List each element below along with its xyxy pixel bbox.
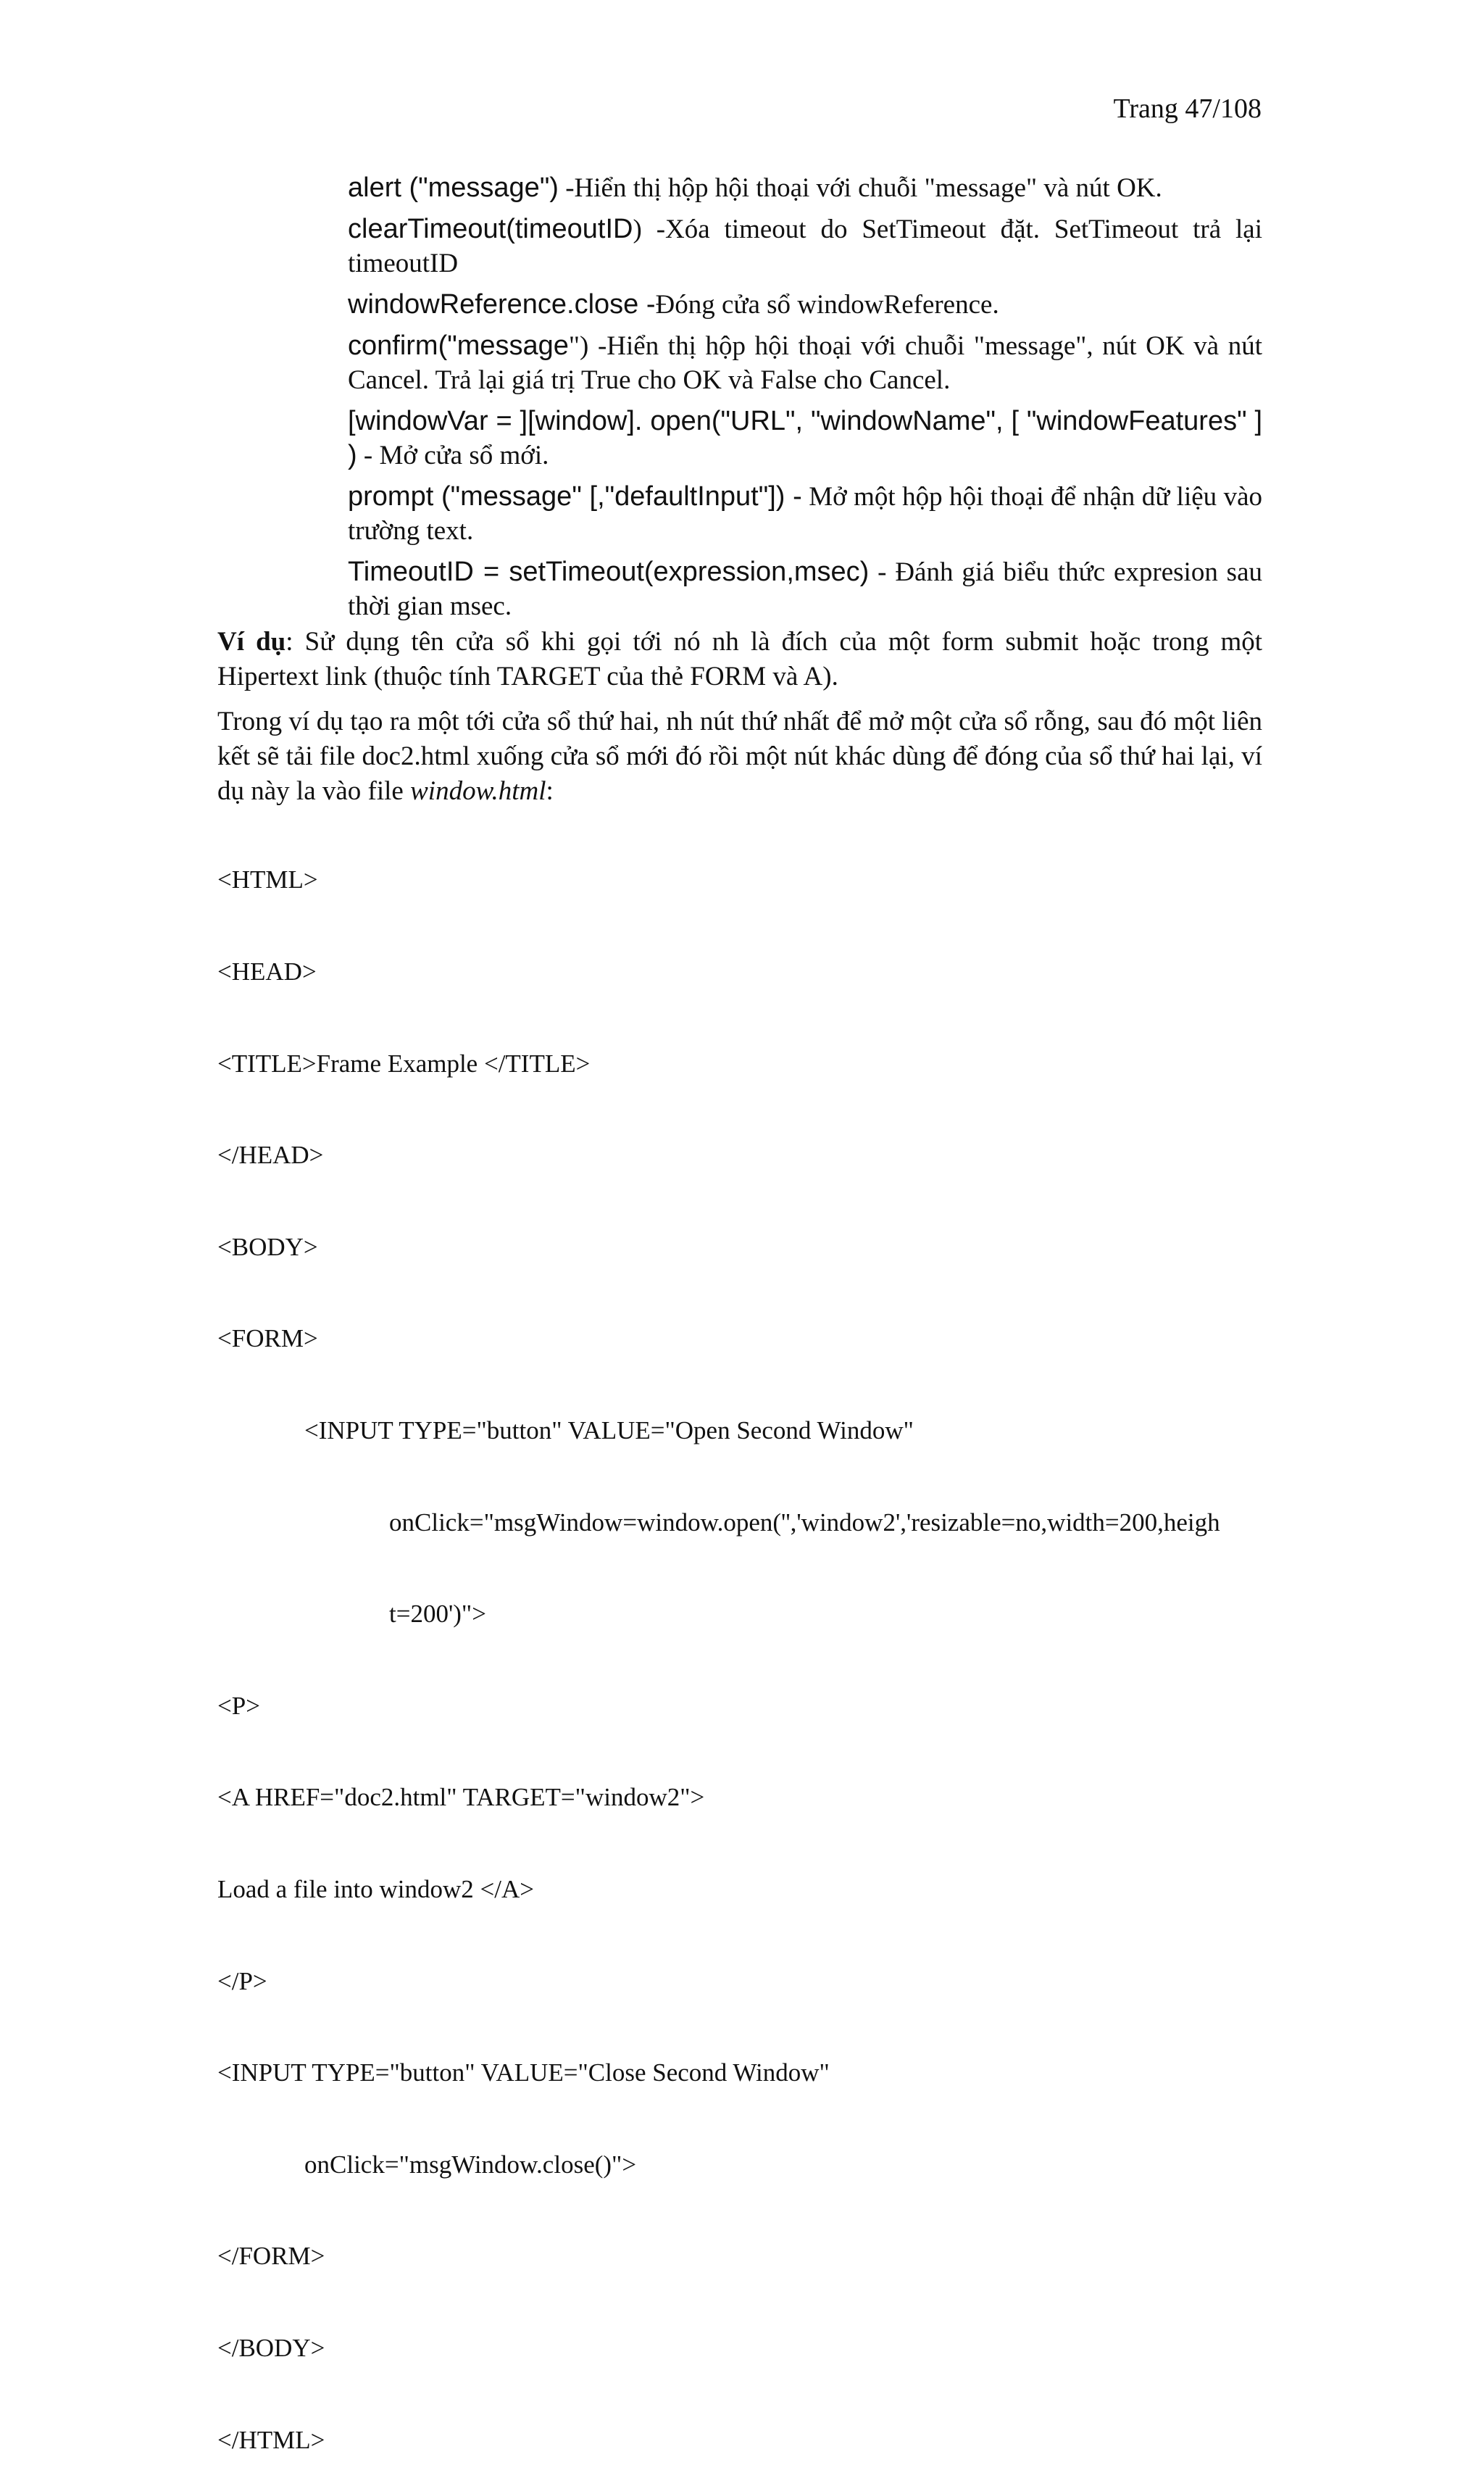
code-line: t=200')">	[389, 1600, 486, 1629]
example-label: Ví dụ	[217, 627, 286, 657]
code-line: <INPUT TYPE="button" VALUE="Close Second Window"	[217, 2058, 830, 2087]
method-description: - Đánh giá biểu thức expresion sau thời gian msec.	[348, 557, 1263, 621]
code-line: <FORM>	[217, 1324, 318, 1353]
code-line: onClick="msgWindow=window.open('','window2','resizable=no,width=200,heigh	[389, 1508, 1220, 1537]
code-listing	[217, 804, 1268, 2486]
code-line: <BODY>	[217, 1232, 318, 1261]
code-line: <HEAD>	[217, 957, 317, 986]
method-description: -Hiển thị hộp hội thoại với chuỗi "message" và nút OK.	[558, 173, 1162, 203]
method-signature: [windowVar = ][window]. open("URL", "windowName", [ "windowFeatures" ] )	[348, 406, 1262, 470]
example-filename: window.html	[410, 776, 546, 806]
code-line: </BODY>	[217, 2333, 325, 2362]
code-line: </HTML>	[217, 2425, 325, 2454]
code-line: </FORM>	[217, 2242, 325, 2271]
code-line: <INPUT TYPE="button" VALUE="Open Second Window"	[304, 1415, 914, 1444]
code-line: <TITLE>Frame Example </TITLE>	[217, 1049, 591, 1078]
method-description: Đóng cửa sổ windowReference.	[655, 290, 999, 320]
method-list	[348, 171, 1262, 631]
method-set-timeout	[348, 555, 1262, 623]
code-line: <P>	[217, 1691, 260, 1720]
method-description: - Mở cửa sổ mới.	[357, 441, 549, 470]
example-description-text: Trong ví dụ tạo ra một tới cửa sổ thứ hai, nh nút thứ nhất để mở một cửa sổ rỗng, sau đó một liên kết sẽ tải file doc2.html xuống cửa sổ mới đó rồi một nút khác dùng để đóng của sổ thứ hai lại, ví dụ này la vào file	[217, 707, 1262, 806]
example-description-end: :	[546, 776, 554, 806]
page-number: Trang 47/108	[1113, 93, 1262, 124]
method-description: Mở một hộp hội thoại để nhận dữ liệu vào trường text.	[348, 482, 1262, 546]
method-signature: TimeoutID = setTimeout(expression,msec)	[348, 557, 870, 587]
example-section	[217, 625, 1262, 819]
code-line: </P>	[217, 1966, 267, 1995]
method-description: ") -Hiển thị hộp hội thoại với chuỗi "message", nút OK và nút Cancel. Trả lại giá trị True cho OK và False cho Cancel.	[348, 331, 1262, 395]
code-line: Load a file into window2 </A>	[217, 1874, 535, 1903]
method-signature: prompt ("message" [,"defaultInput"]) -	[348, 481, 802, 512]
example-text: : Sử dụng tên cửa sổ khi gọi tới nó nh là đích của một form submit hoặc trong một Hipertext link (thuộc tính TARGET của thẻ FORM và A).	[217, 627, 1262, 691]
method-alert	[348, 171, 1262, 205]
method-prompt	[348, 480, 1262, 548]
method-signature: windowReference.close -	[348, 289, 656, 320]
code-line: onClick="msgWindow.close()">	[304, 2150, 637, 2179]
code-line: <A HREF="doc2.html" TARGET="window2">	[217, 1783, 705, 1812]
example-description	[217, 704, 1262, 809]
example-paragraph	[217, 625, 1262, 694]
method-signature: alert ("message")	[348, 172, 559, 203]
code-line: <HTML>	[217, 865, 318, 894]
method-description: ) -Xóa timeout do SetTimeout đặt. SetTimeout trả lại timeoutID	[348, 215, 1262, 278]
method-signature: confirm("message	[348, 331, 569, 361]
method-open	[348, 404, 1262, 473]
method-clear-timeout	[348, 212, 1262, 280]
code-line: </HEAD>	[217, 1141, 324, 1170]
method-close	[348, 288, 1262, 322]
method-signature: clearTimeout(timeoutID	[348, 214, 633, 244]
method-confirm	[348, 329, 1262, 397]
